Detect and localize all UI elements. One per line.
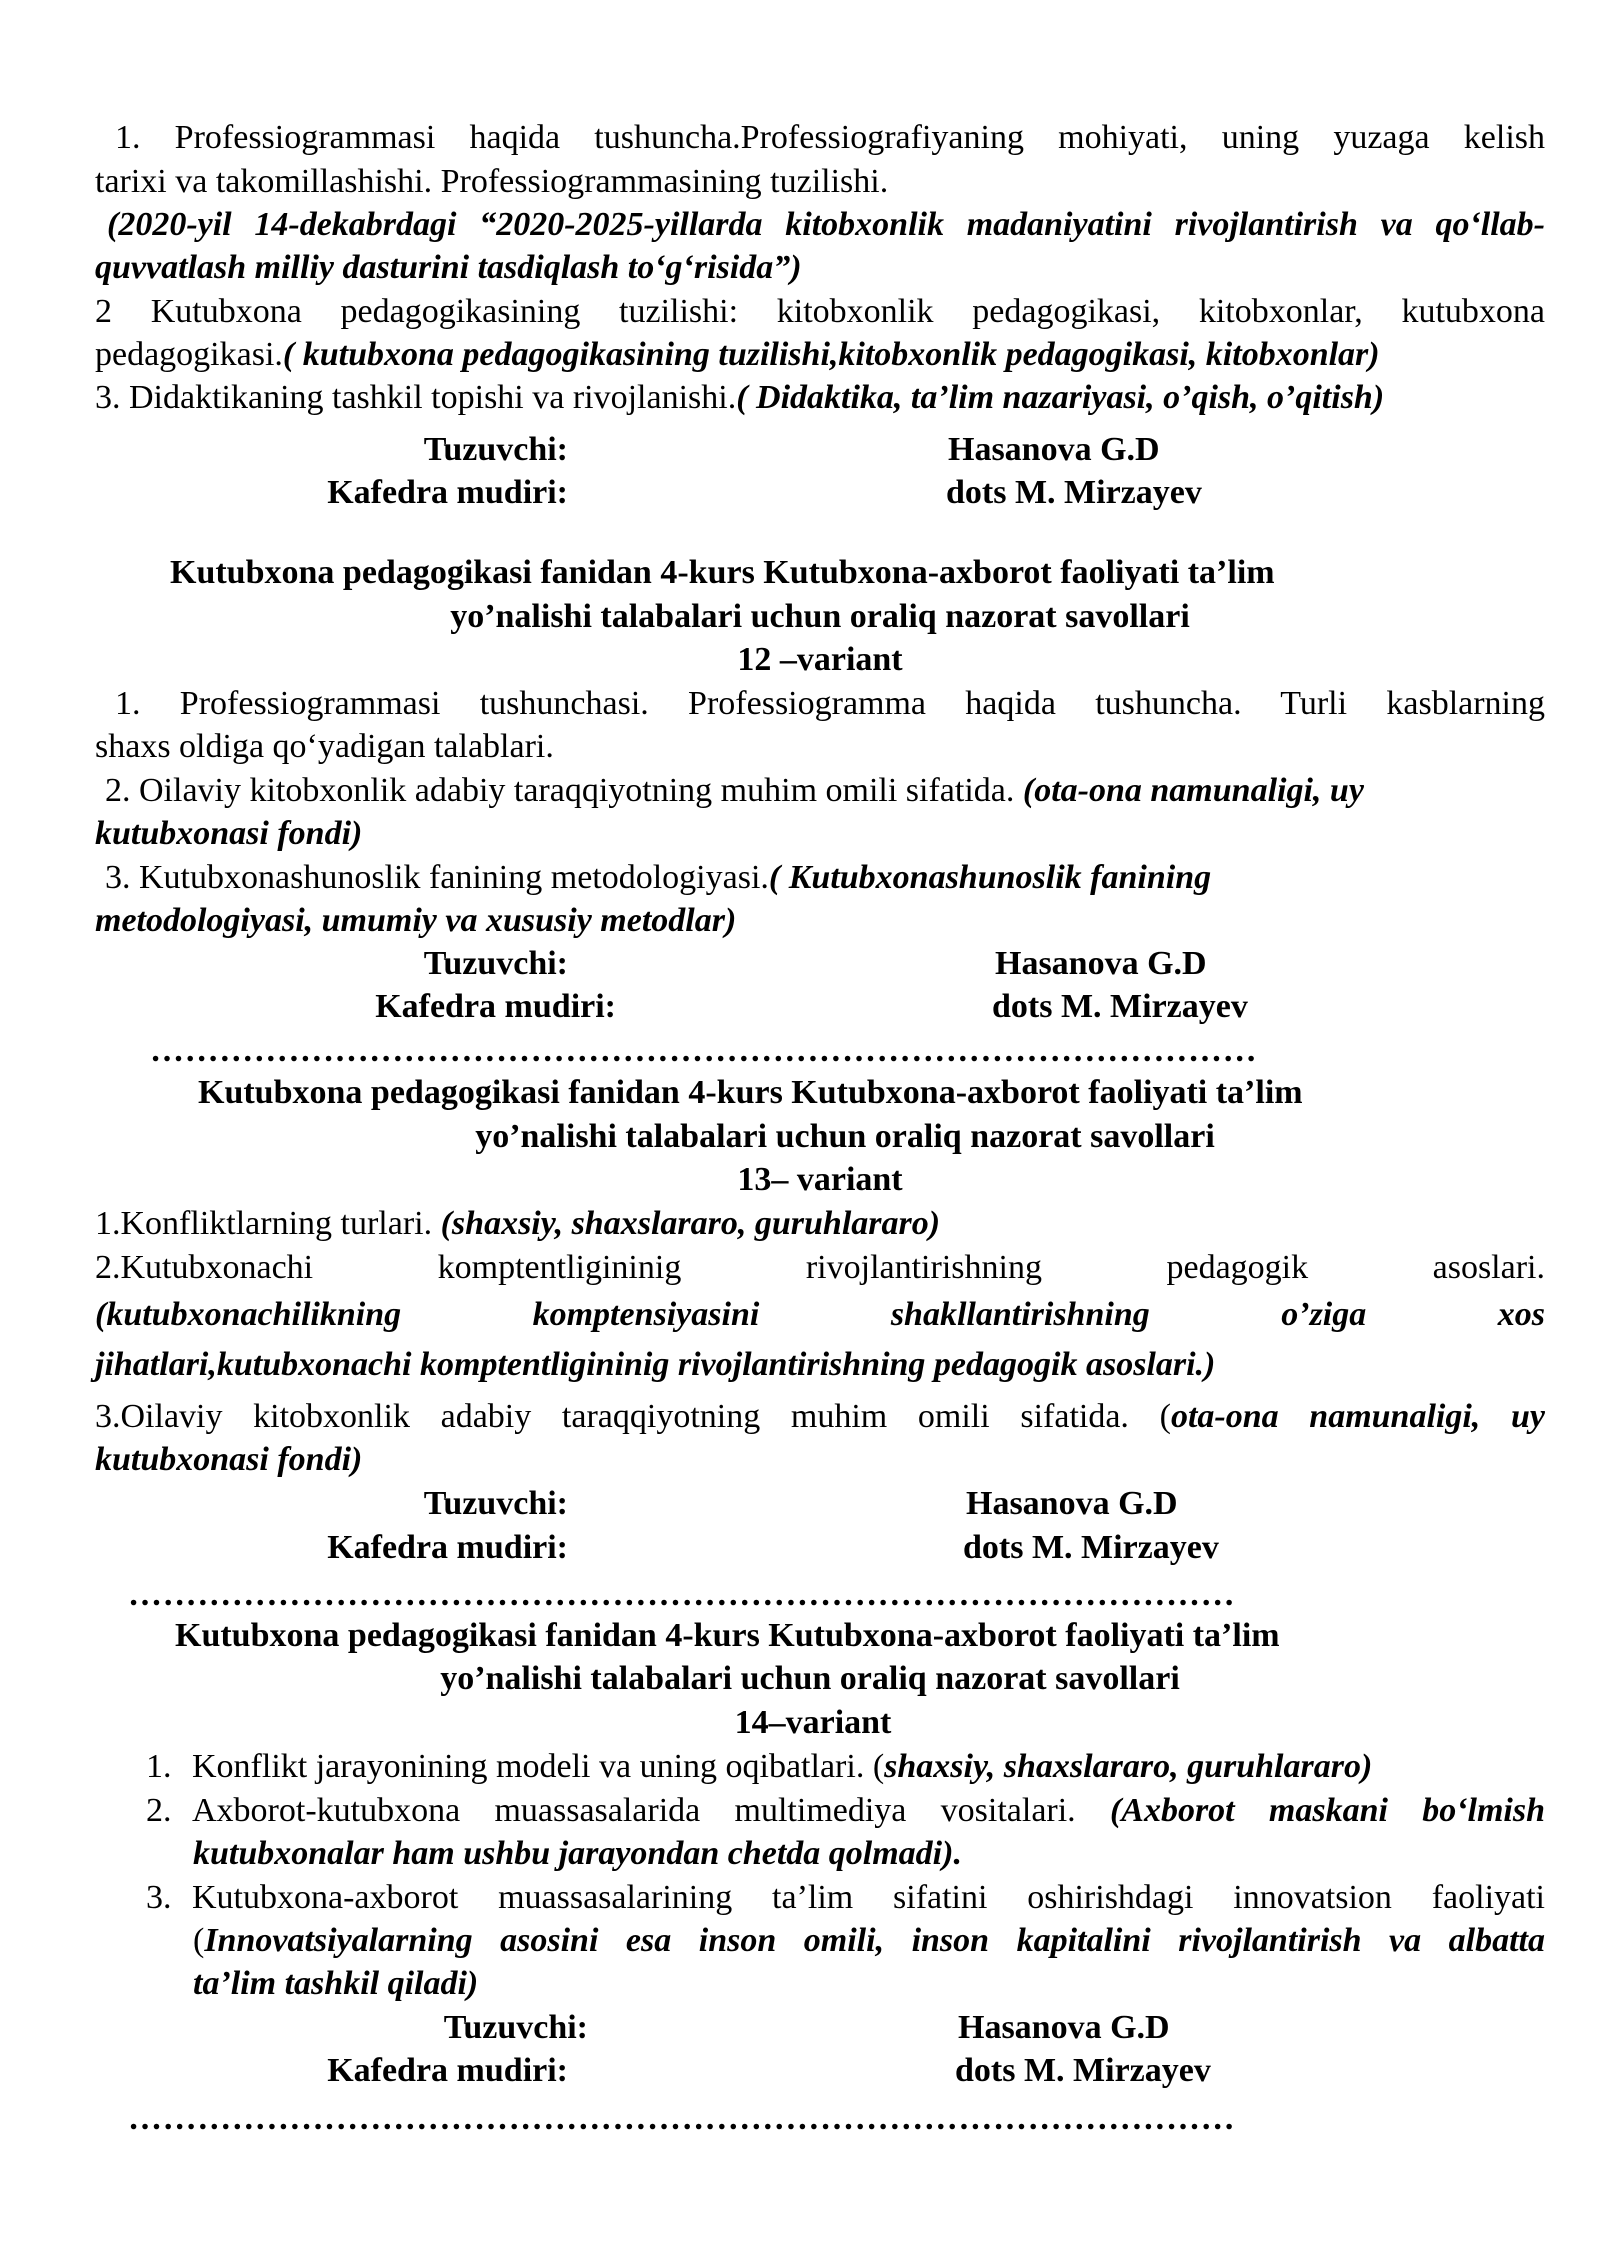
v14-head-name: dots M. Mirzayev bbox=[955, 2052, 1211, 2089]
variant-14-title: 14–variant bbox=[734, 1704, 892, 1741]
decree-note-line-2: quvvatlash milliy dasturini tasdiqlash to‘g‘risida”) bbox=[95, 249, 802, 286]
v12-compiler-label: Tuzuvchi: bbox=[423, 945, 568, 982]
question-2-line-1: 2 Kutubxona pedagogikasining tuzilishi: kitobxonlik pedagogikasi, kitobxonlar, kutubxona bbox=[95, 293, 1545, 330]
v14-question-2-line-1: 2. Axborot-kutubxona muassasalarida multimediya vositalari. (Axborot maskani bo‘lmish bbox=[146, 1792, 1546, 1829]
v14-question-2-line-2: kutubxonalar ham ushbu jarayondan chetda qolmadi). bbox=[193, 1835, 962, 1872]
v14-question-3-line-3: ta’lim tashkil qiladi) bbox=[193, 1965, 479, 2002]
v14-question-3-line-2: (Innovatsiyalarning asosini esa inson omili, inson kapitalini rivojlantirish va albatta bbox=[193, 1922, 1545, 1959]
compiler-name: Hasanova G.D bbox=[948, 431, 1160, 468]
variant-12-header-line-2: yo’nalishi talabalari uchun oraliq nazorat savollari bbox=[450, 598, 1190, 635]
variant-14-header-line-1: Kutubxona pedagogikasi fanidan 4-kurs Kutubxona-axborot faoliyati ta’lim bbox=[175, 1617, 1280, 1654]
v14-head-label: Kafedra mudiri: bbox=[327, 2052, 568, 2089]
compiler-label: Tuzuvchi: bbox=[423, 431, 568, 468]
question-1-line-1: 1. Professiogrammasi haqida tushuncha.Professiografiyaning mohiyati, uning yuzaga kelish bbox=[115, 119, 1545, 156]
v12-question-2-line-2: kutubxonasi fondi) bbox=[95, 815, 363, 852]
v13-question-3-line-1: 3.Oilaviy kitobxonlik adabiy taraqqiyotning muhim omili sifatida. (ota-ona namunaligi, uy bbox=[95, 1398, 1545, 1435]
v12-question-1-line-1: 1. Professiogrammasi tushunchasi. Professiogramma haqida tushuncha. Turli kasblarning bbox=[115, 685, 1545, 722]
v13-question-2-line-1: 2.Kutubxonachi komptentligininig rivojlantirishning pedagogik asoslari. bbox=[95, 1249, 1545, 1286]
head-label: Kafedra mudiri: bbox=[327, 474, 568, 511]
question-1-line-2: tarixi va takomillashishi. Professiogrammasining tuzilishi. bbox=[95, 163, 889, 200]
v12-question-1-line-2: shaxs oldiga qo‘yadigan talablari. bbox=[95, 728, 554, 765]
v12-question-2-line-1: 2. Oilaviy kitobxonlik adabiy taraqqiyotning muhim omili sifatida. (ota-ona namunaligi, uy bbox=[105, 772, 1364, 809]
variant-14-header-line-2: yo’nalishi talabalari uchun oraliq nazorat savollari bbox=[440, 1660, 1180, 1697]
v12-question-3-line-1: 3. Kutubxonashunoslik fanining metodologiyasi.( Kutubxonashunoslik fanining bbox=[105, 859, 1212, 896]
v13-question-1: 1.Konfliktlarning turlari. (shaxsiy, shaxslararo, guruhlararo) bbox=[95, 1205, 941, 1242]
variant-12-title: 12 –variant bbox=[737, 641, 903, 678]
variant-12-header-line-1: Kutubxona pedagogikasi fanidan 4-kurs Kutubxona-axborot faoliyati ta’lim bbox=[170, 554, 1275, 591]
v13-compiler-name: Hasanova G.D bbox=[966, 1485, 1178, 1522]
variant-13-header-line-2: yo’nalishi talabalari uchun oraliq nazorat savollari bbox=[475, 1118, 1215, 1155]
variant-13-header-line-1: Kutubxona pedagogikasi fanidan 4-kurs Kutubxona-axborot faoliyati ta’lim bbox=[198, 1074, 1303, 1111]
v13-question-3-line-2: kutubxonasi fondi) bbox=[95, 1441, 363, 1478]
question-3-line: 3. Didaktikaning tashkil topishi va rivojlanishi.( Didaktika, ta’lim nazariyasi, o’qish, o’qitish) bbox=[95, 379, 1385, 416]
v13-head-label: Kafedra mudiri: bbox=[327, 1529, 568, 1566]
v14-question-3-line-1: 3. Kutubxona-axborot muassasalarining ta’lim sifatini oshirishdagi innovatsion faoliyati bbox=[146, 1879, 1545, 1916]
decree-note-line-1: (2020-yil 14-dekabrdagi “2020-2025-yillarda kitobxonlik madaniyatini rivojlantirish va qo‘llab- bbox=[107, 206, 1545, 243]
separator-dots-3: …………………………………………………………………………………… bbox=[128, 2104, 1236, 2134]
v14-compiler-name: Hasanova G.D bbox=[958, 2009, 1170, 2046]
v14-question-1: 1. Konflikt jarayonining modeli va uning oqibatlari. (shaxsiy, shaxslararo, guruhlararo) bbox=[146, 1748, 1373, 1785]
v13-head-name: dots M. Mirzayev bbox=[963, 1529, 1219, 1566]
head-name: dots M. Mirzayev bbox=[946, 474, 1202, 511]
v13-question-2-line-2: (kutubxonachilikning komptensiyasini shakllantirishning o’ziga xos bbox=[95, 1296, 1545, 1333]
v12-compiler-name: Hasanova G.D bbox=[995, 945, 1207, 982]
v13-compiler-label: Tuzuvchi: bbox=[423, 1485, 568, 1522]
v12-head-label: Kafedra mudiri: bbox=[375, 988, 616, 1025]
question-2-line-2: pedagogikasi.( kutubxona pedagogikasining tuzilishi,kitobxonlik pedagogikasi, kitobxonlar) bbox=[95, 336, 1380, 373]
v12-question-3-line-2: metodologiyasi, umumiy va xususiy metodlar) bbox=[95, 902, 737, 939]
separator-dots-2: …………………………………………………………………………………… bbox=[128, 1580, 1236, 1610]
variant-13-title: 13– variant bbox=[737, 1161, 903, 1198]
separator-dots: …………………………………………………………………………………… bbox=[150, 1036, 1258, 1066]
v12-head-name: dots M. Mirzayev bbox=[992, 988, 1248, 1025]
v14-compiler-label: Tuzuvchi: bbox=[443, 2009, 588, 2046]
v13-question-2-line-3: jihatlari,kutubxonachi komptentligininig rivojlantirishning pedagogik asoslari.) bbox=[95, 1346, 1216, 1383]
